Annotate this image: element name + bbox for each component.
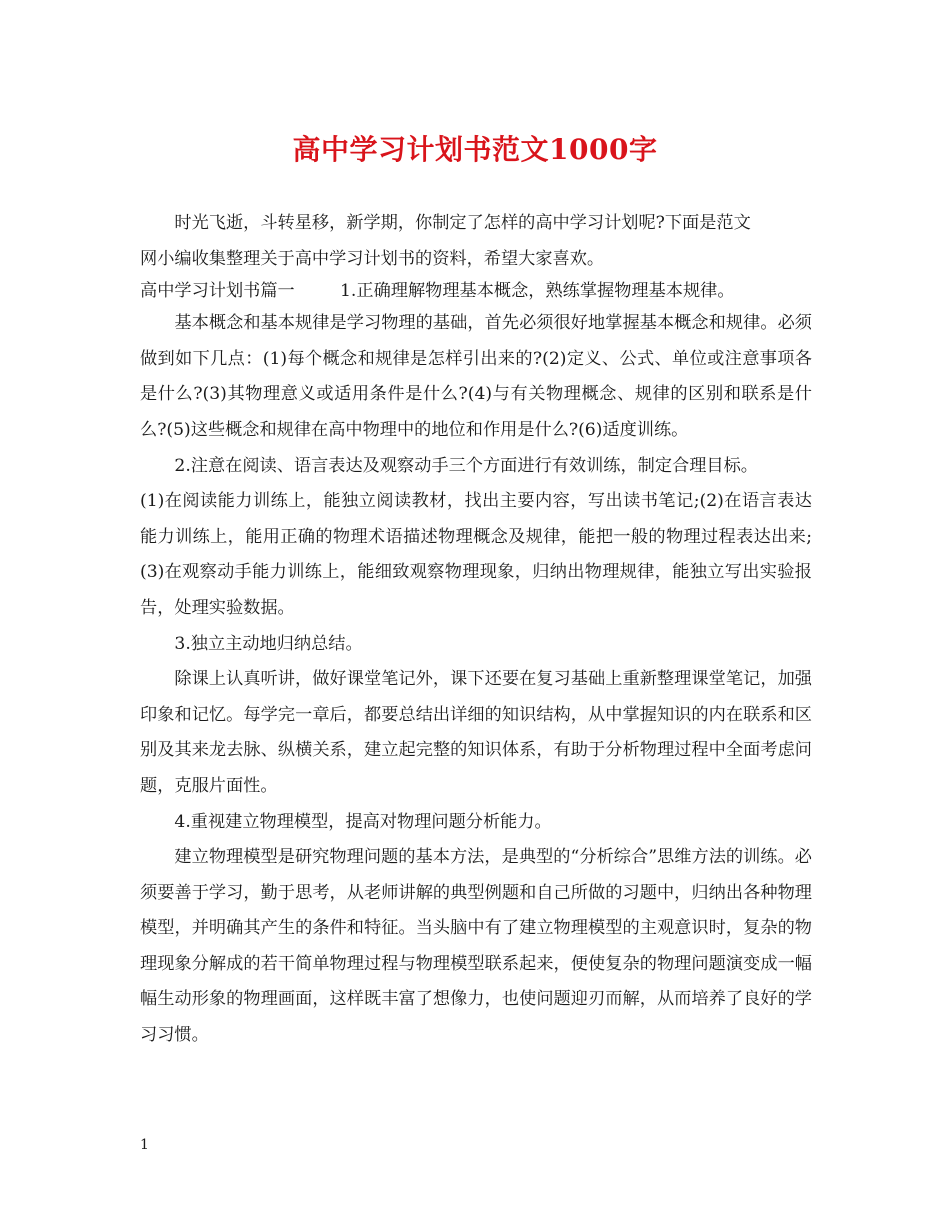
intro-line-2: 网小编收集整理关于高中学习计划书的资料，希望大家喜欢。 — [140, 248, 605, 269]
section-point-1: 1.正确理解物理基本概念，熟练掌握物理基本规律。 — [340, 281, 735, 302]
paragraph-1: 基本概念和基本规律是学习物理的基础，首先必须很好地掌握基本概念和规律。必须做到如下几点：(1)每个概念和规律是怎样引出来的?(2)定义、公式、单位或注意事项各是什么?(3)其物理意义或适用条件是什么?(4)与有关物理概念、规律的区别和联系是什么?(5)这些概念和规律在高中物理中的地位和作用是什么?(6)适度训练。 — [140, 313, 812, 440]
section-label: 高中学习计划书篇一 — [140, 281, 295, 302]
point-4-heading: 4.重视建立物理模型，提高对物理问题分析能力。 — [174, 811, 552, 832]
paragraph-2: (1)在阅读能力训练上，能独立阅读教材，找出主要内容，写出读书笔记;(2)在语言表达能力训练上，能用正确的物理术语描述物理概念及规律，能把一般的物理过程表达出来;(3)在观察动手能力训练上，能细致观察物理现象，归纳出物理规律，能独立写出实验报告，处理实验数据。 — [140, 491, 812, 618]
paragraph-4: 建立物理模型是研究物理问题的基本方法，是典型的“分析综合”思维方法的训练。必须要善于学习，勤于思考，从老师讲解的典型例题和自己所做的习题中，归纳出各种物理模型，并明确其产生的条件和特征。当头脑中有了建立物理模型的主观意识时，复杂的物理现象分解成的若干简单物理过程与物理模型联系起来，便使复杂的物理问题演变成一幅幅生动形象的物理画面，这样既丰富了想像力，也使问题迎刃而解，从而培养了良好的学习习惯。 — [140, 847, 812, 1046]
intro-line-1: 时光飞逝，斗转星移，新学期，你制定了怎样的高中学习计划呢?下面是范文 — [174, 213, 751, 233]
document-title: 高中学习计划书范文1000字 — [292, 133, 658, 166]
document-body — [140, 206, 812, 1054]
point-2-heading: 2.注意在阅读、语言表达及观察动手三个方面进行有效训练，制定合理目标。 — [174, 455, 758, 476]
section-heading — [140, 277, 812, 306]
point-3-heading: 3.独立主动地归纳总结。 — [174, 633, 363, 654]
page-number: 1 — [140, 1137, 149, 1153]
paragraph-3: 除课上认真听讲，做好课堂笔记外，课下还要在复习基础上重新整理课堂笔记，加强印象和记忆。每学完一章后，都要总结出详细的知识结构，从中掌握知识的内在联系和区别及其来龙去脉、纵横关系，建立起完整的知识体系，有助于分析物理过程中全面考虑问题，克服片面性。 — [140, 669, 812, 796]
